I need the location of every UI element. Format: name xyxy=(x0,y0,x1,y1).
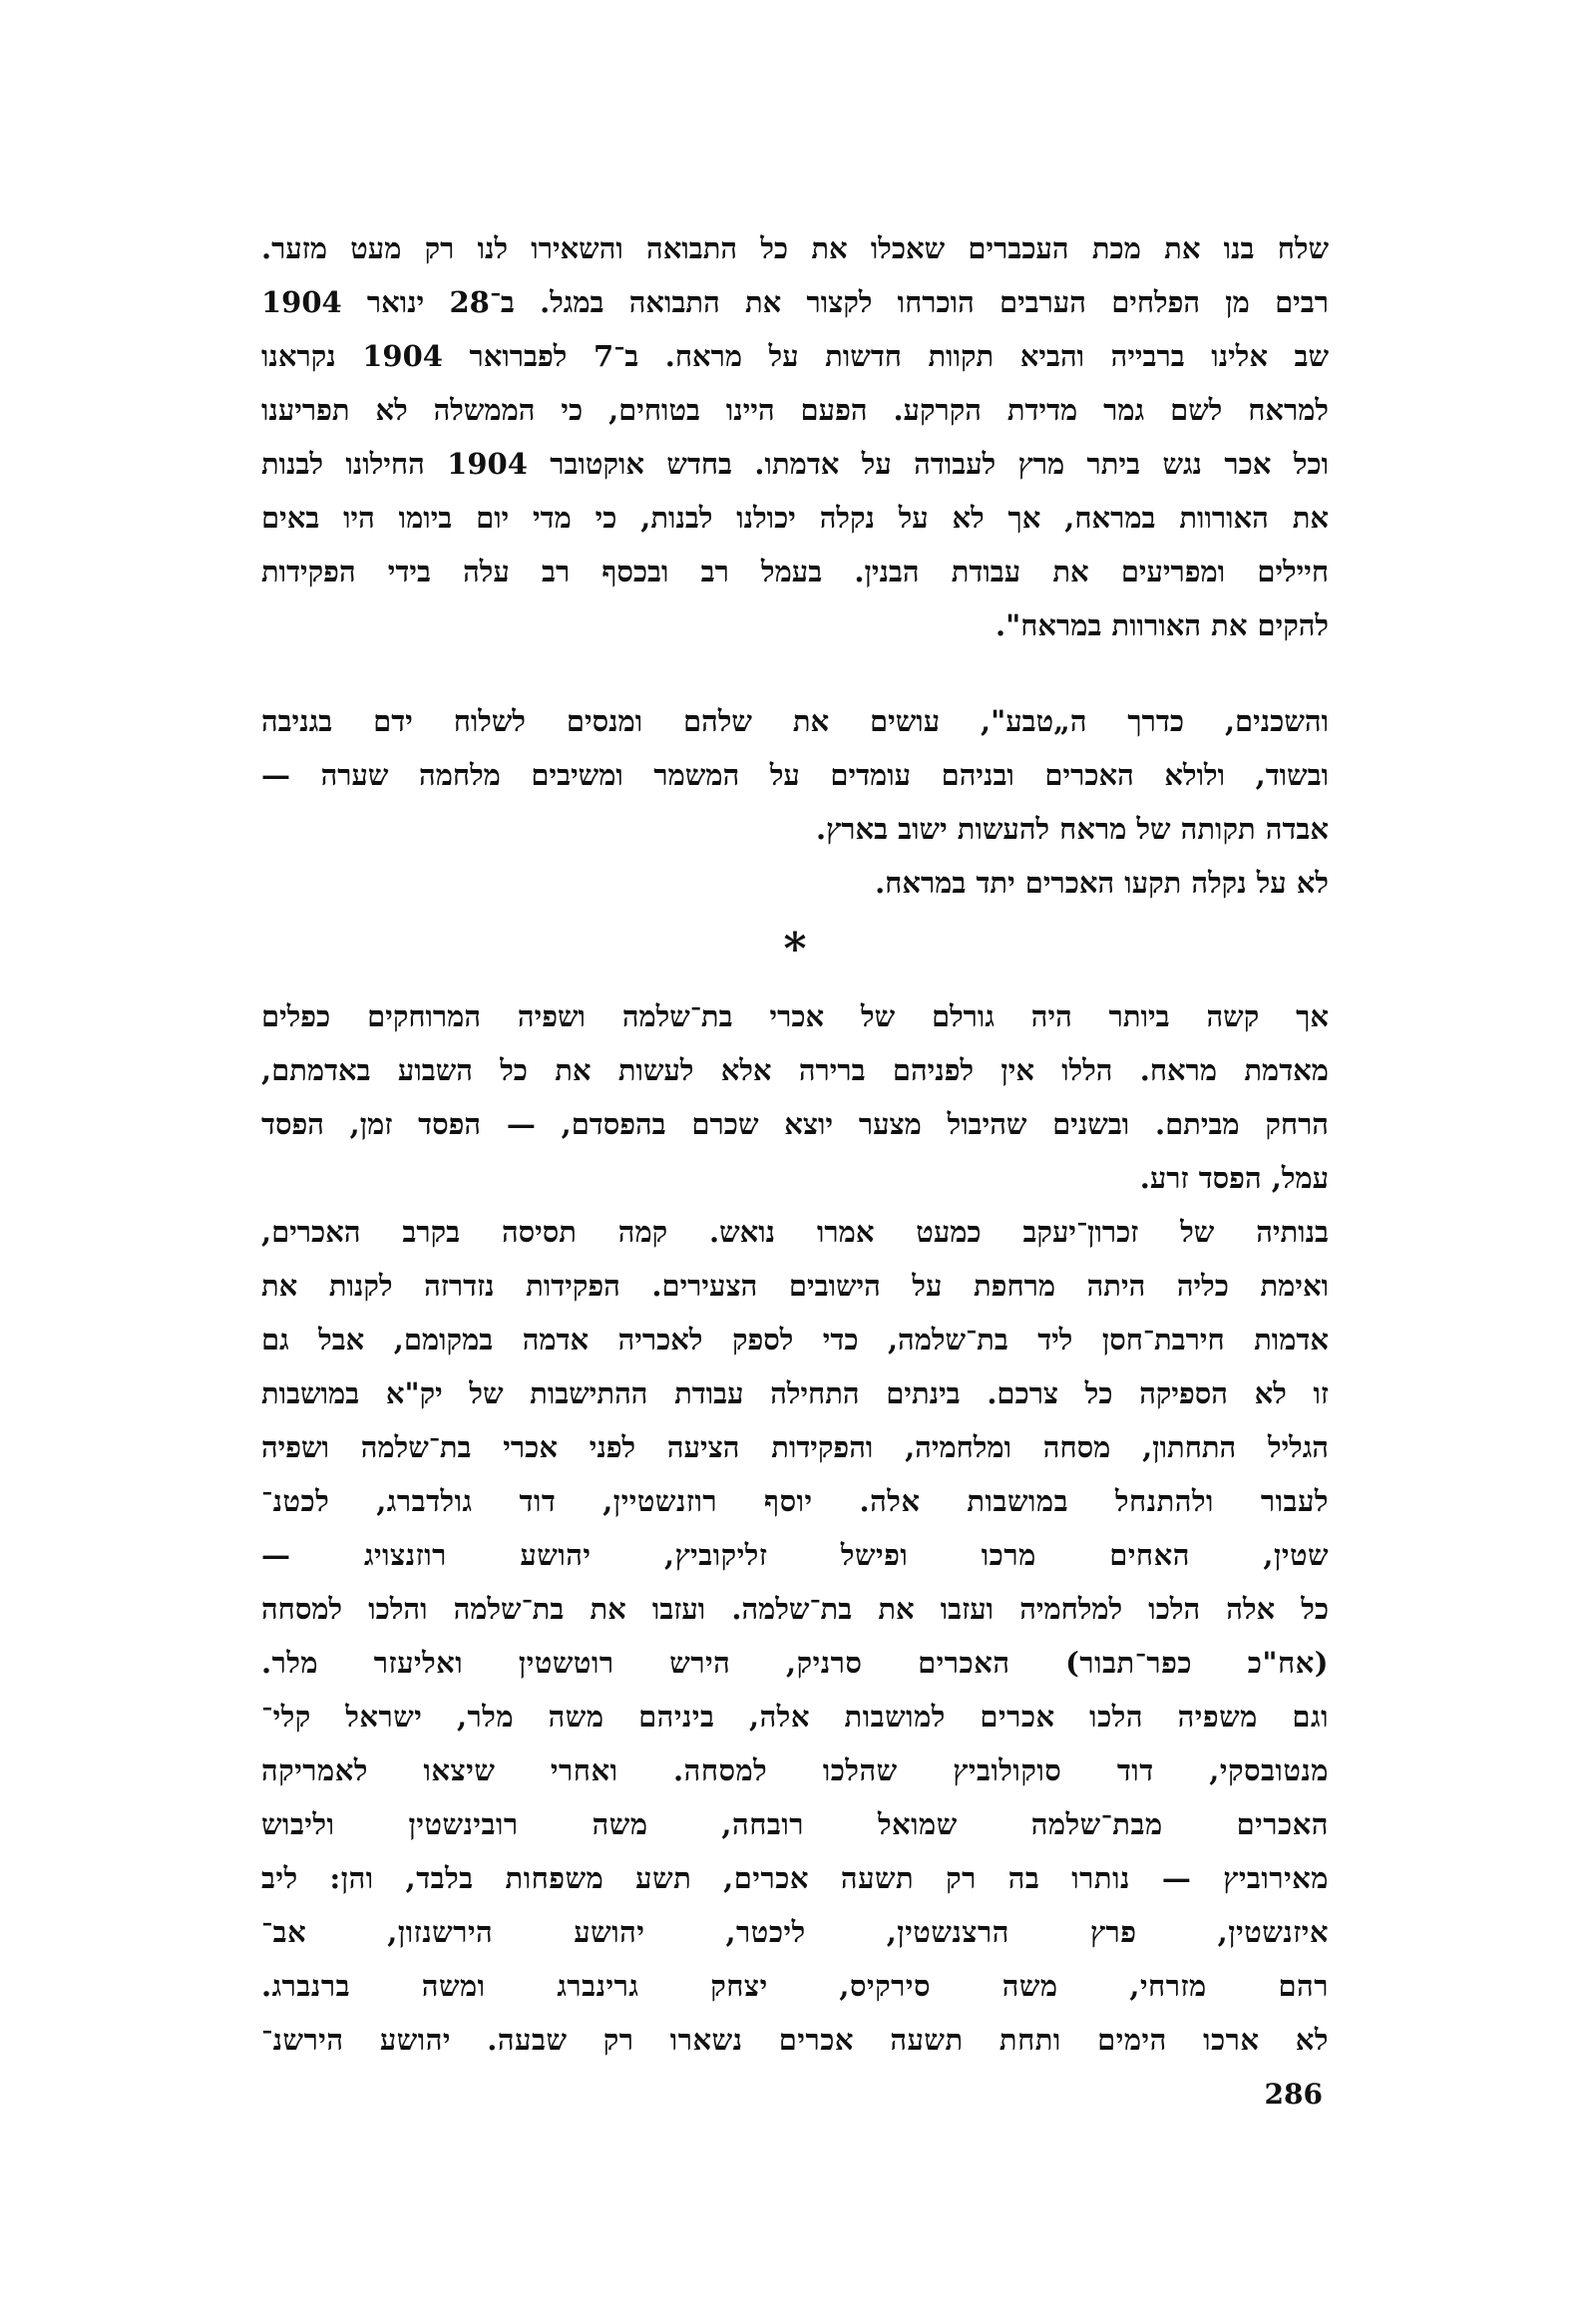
text-line: זו לא הספיקה כל צרכם. בינתים התחילה עבודת ההתישבות של יק"א במושבות xyxy=(261,1376,1329,1410)
text-line: שטין, האחים מרכו ופישל זליקוביץ, יהושע רוזנצויג — xyxy=(261,1538,1329,1572)
text-line: אך קשה ביותר היה גורלם של אכרי בת־שלמה ושפיה המרוחקים כפלים xyxy=(261,999,1329,1033)
text-line: וגם משפיה הלכו אכרים למושבות אלה, ביניהם משה מלר, ישראל קלי־ xyxy=(261,1700,1329,1734)
text-line: למראח לשם גמר מדידת הקרקע. הפעם היינו בטוחים, כי הממשלה לא תפריענו xyxy=(261,393,1329,427)
text-line: ובשוד, ולולא האכרים ובניהם עומדים על המשמר ומשיבים מלחמה שערה — xyxy=(261,758,1329,792)
paragraph-1 xyxy=(261,221,1329,652)
text-line: וכל אכר נגש ביתר מרץ לעבודה על אדמתו. בחדש אוקטובר 1904 החילונו לבנות xyxy=(261,447,1329,481)
text-line: רבים מן הפלחים הערבים הוכרחו לקצור את התבואה במגל. ב־28 ינואר 1904 xyxy=(261,285,1329,319)
text-line: אדמות חירבת־חסן ליד בת־שלמה, כדי לספק לאכריה אדמה במקומם, אבל גם xyxy=(261,1323,1329,1356)
text-line: והשכנים, כדרך ה„טבע", עושים את שלהם ומנסים לשלוח ידם בגניבה xyxy=(261,704,1329,738)
text-line: להקים את האורוות במראח". xyxy=(996,608,1329,642)
text-line: כל אלה הלכו למלחמיה ועזבו את בת־שלמה. ועזבו את בת־שלמה והלכו למסחה xyxy=(261,1592,1329,1626)
text-line: (אח"כ כפר־תבור) האכרים סרניק, הירש רוטשטין ואליעזר מלר. xyxy=(261,1646,1329,1680)
text-line: איזנשטין, פרץ הרצנשטין, ליכטר, יהושע הירשנזון, אב־ xyxy=(261,1915,1329,1949)
text-line: האכרים מבת־שלמה שמואל רובחה, משה רובינשטין וליבוש xyxy=(261,1807,1329,1841)
text-line: לא ארכו הימים ותחת תשעה אכרים נשארו רק שבעה. יהושע הירשנ־ xyxy=(261,2023,1329,2057)
text-line: רהם מזרחי, משה סירקיס, יצחק גרינברג ומשה ברנברג. xyxy=(261,1969,1329,2003)
text-line: אבדה תקותה של מראח להעשות ישוב בארץ. xyxy=(816,812,1329,846)
text-line: מאירוביץ — נותרו בה רק תשעה אכרים, תשע משפחות בלבד, והן: ליב xyxy=(261,1861,1329,1895)
text-line: חיילים ומפריעים את עבודת הבנין. בעמל רב ובכסף רב עלה בידי הפקידות xyxy=(261,555,1329,588)
text-line: הרחק מביתם. ובשנים שהיבול מצער יוצא שכרם בהפסדם, — הפסד זמן, הפסד xyxy=(261,1107,1329,1141)
text-line: את האורוות במראח, אך לא על נקלה יכולנו לבנות, כי מדי יום ביומו היו באים xyxy=(261,501,1329,535)
page-number: 286 xyxy=(1264,2078,1323,2111)
paragraph-2 xyxy=(261,694,1329,910)
paragraph-3 xyxy=(261,989,1329,1205)
text-line: לא על נקלה תקעו האכרים יתד במראח. xyxy=(875,866,1329,900)
text-line: שב אלינו ברבייה והביא תקוות חדשות על מראח. ב־7 לפברואר 1904 נקראנו xyxy=(261,339,1329,373)
text-column xyxy=(261,221,1329,2067)
paragraph-4 xyxy=(261,1205,1329,2067)
text-line: לעבור ולהתנחל במושבות אלה. יוסף רוזנשטיין, דוד גולדברג, לכטנ־ xyxy=(261,1484,1329,1518)
text-line: הגליל התחתון, מסחה ומלחמיה, והפקידות הציעה לפני אכרי בת־שלמה ושפיה xyxy=(261,1430,1329,1464)
section-separator: * xyxy=(783,924,807,974)
text-line: בנותיה של זכרון־יעקב כמעט אמרו נואש. קמה תסיסה בקרב האכרים, xyxy=(261,1215,1329,1249)
text-line: מנטובסקי, דוד סוקולוביץ שהלכו למסחה. ואחרי שיצאו לאמריקה xyxy=(261,1753,1329,1787)
paragraph-gap xyxy=(261,652,1329,694)
text-line: עמל, הפסד זרע. xyxy=(1139,1161,1329,1195)
text-line: ואימת כליה היתה מרחפת על הישובים הצעירים. הפקידות נזדרזה לקנות את xyxy=(261,1269,1329,1303)
text-line: מאדמת מראח. הללו אין לפניהם ברירה אלא לעשות את כל השבוע באדמתם, xyxy=(261,1053,1329,1087)
text-line: שלח בנו את מכת העכברים שאכלו את כל התבואה והשאירו לנו רק מעט מזער. xyxy=(261,231,1329,265)
